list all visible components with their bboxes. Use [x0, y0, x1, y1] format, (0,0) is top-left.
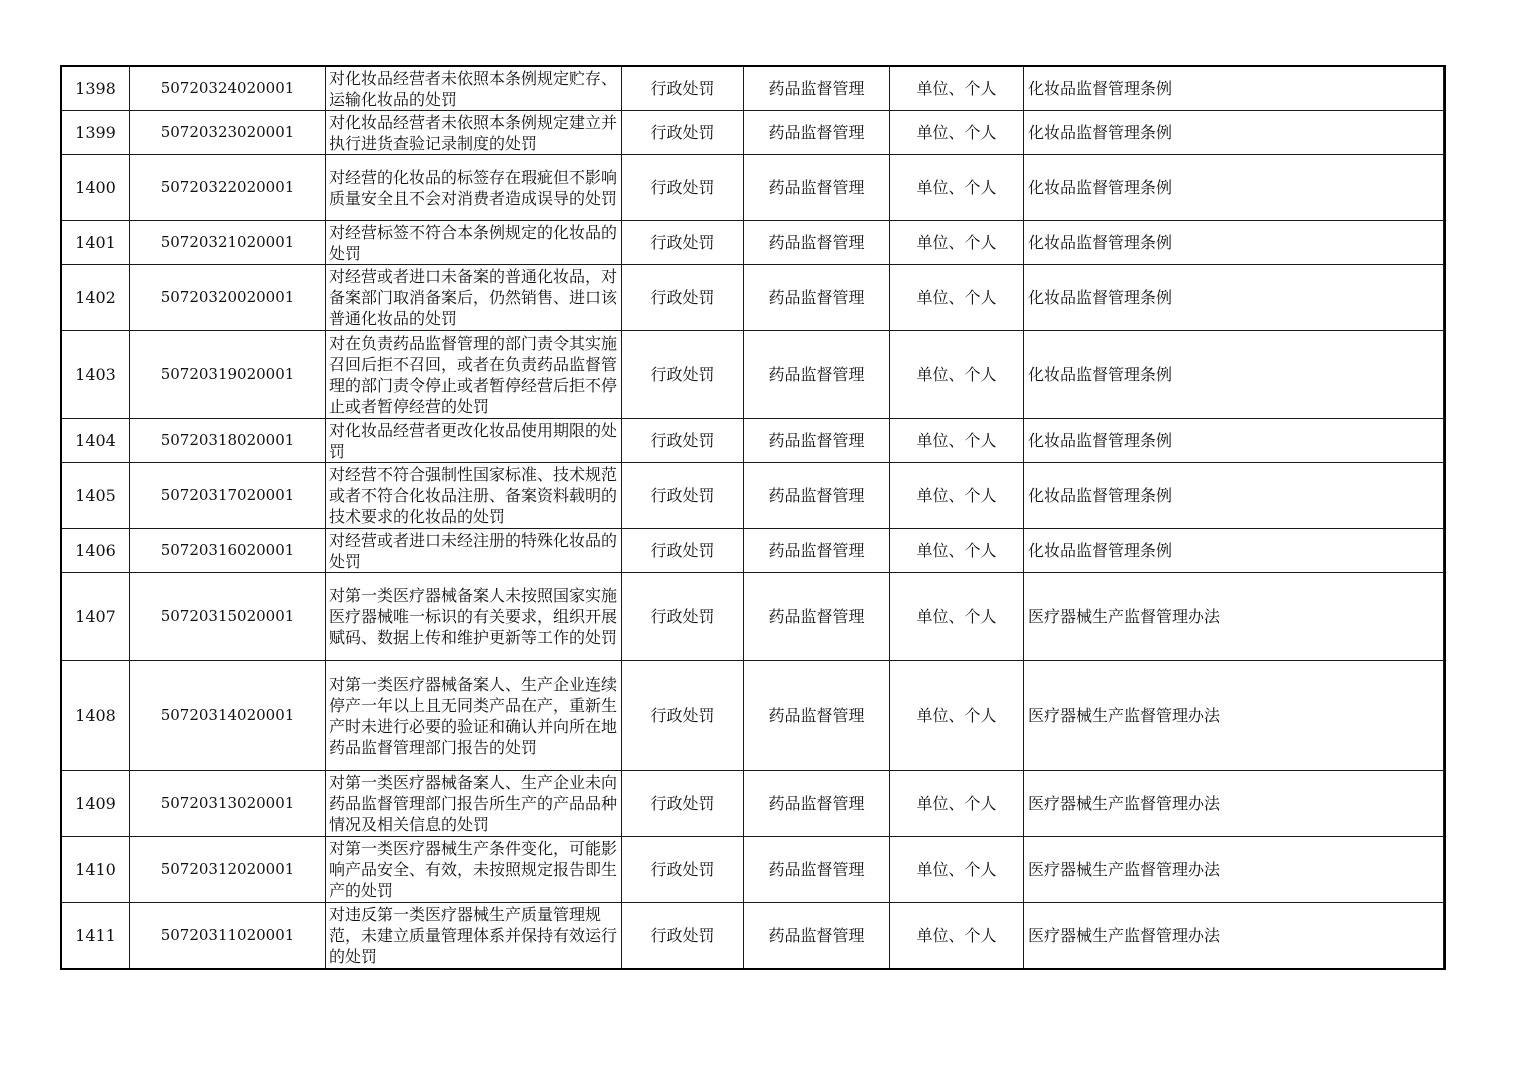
- item-name: 对第一类医疗器械备案人、生产企业连续停产一年以上且无同类产品在产，重新生产时未进行必要的验证和确认并向所在地药品监督管理部门报告的处罚: [326, 661, 622, 771]
- table-row: [62, 331, 1444, 419]
- item-code: 50720322020001: [130, 155, 326, 221]
- item-department: 药品监督管理: [744, 661, 890, 771]
- item-target: 单位、个人: [890, 903, 1024, 969]
- row-number: 1411: [62, 903, 130, 969]
- item-code: 50720312020001: [130, 837, 326, 903]
- item-type: 行政处罚: [622, 771, 744, 837]
- item-target: 单位、个人: [890, 155, 1024, 221]
- item-code: 50720315020001: [130, 573, 326, 661]
- item-department: 药品监督管理: [744, 419, 890, 463]
- item-target: 单位、个人: [890, 419, 1024, 463]
- item-name: 对经营不符合强制性国家标准、技术规范或者不符合化妆品注册、备案资料载明的技术要求的化妆品的处罚: [326, 463, 622, 529]
- table-row: [62, 837, 1444, 903]
- item-department: 药品监督管理: [744, 67, 890, 111]
- item-name: 对化妆品经营者未依照本条例规定贮存、运输化妆品的处罚: [326, 67, 622, 111]
- item-type: 行政处罚: [622, 837, 744, 903]
- table-row: [62, 67, 1444, 111]
- item-name: 对第一类医疗器械生产条件变化，可能影响产品安全、有效，未按照规定报告即生产的处罚: [326, 837, 622, 903]
- table-row: [62, 265, 1444, 331]
- table-row: [62, 155, 1444, 221]
- item-target: 单位、个人: [890, 529, 1024, 573]
- item-code: 50720311020001: [130, 903, 326, 969]
- item-type: 行政处罚: [622, 67, 744, 111]
- item-legal-basis: 医疗器械生产监督管理办法: [1024, 837, 1444, 903]
- row-number: 1403: [62, 331, 130, 419]
- row-number: 1399: [62, 111, 130, 155]
- item-type: 行政处罚: [622, 265, 744, 331]
- row-number: 1404: [62, 419, 130, 463]
- item-code: 50720314020001: [130, 661, 326, 771]
- table-row: [62, 573, 1444, 661]
- table-row: [62, 529, 1444, 573]
- item-type: 行政处罚: [622, 529, 744, 573]
- row-number: 1408: [62, 661, 130, 771]
- item-target: 单位、个人: [890, 837, 1024, 903]
- table-row: [62, 771, 1444, 837]
- penalty-items-table: [61, 66, 1444, 969]
- item-department: 药品监督管理: [744, 265, 890, 331]
- table-row: [62, 463, 1444, 529]
- item-legal-basis: 医疗器械生产监督管理办法: [1024, 573, 1444, 661]
- item-department: 药品监督管理: [744, 837, 890, 903]
- row-number: 1407: [62, 573, 130, 661]
- item-target: 单位、个人: [890, 771, 1024, 837]
- item-department: 药品监督管理: [744, 111, 890, 155]
- table-row: [62, 661, 1444, 771]
- item-code: 50720317020001: [130, 463, 326, 529]
- row-number: 1398: [62, 67, 130, 111]
- item-target: 单位、个人: [890, 661, 1024, 771]
- item-name: 对在负责药品监督管理的部门责令其实施召回后拒不召回，或者在负责药品监督管理的部门责令停止或者暂停经营后拒不停止或者暂停经营的处罚: [326, 331, 622, 419]
- item-name: 对第一类医疗器械备案人未按照国家实施医疗器械唯一标识的有关要求，组织开展赋码、数据上传和维护更新等工作的处罚: [326, 573, 622, 661]
- row-number: 1400: [62, 155, 130, 221]
- item-department: 药品监督管理: [744, 529, 890, 573]
- item-department: 药品监督管理: [744, 903, 890, 969]
- item-type: 行政处罚: [622, 573, 744, 661]
- item-type: 行政处罚: [622, 419, 744, 463]
- item-code: 50720316020001: [130, 529, 326, 573]
- row-number: 1410: [62, 837, 130, 903]
- row-number: 1401: [62, 221, 130, 265]
- item-type: 行政处罚: [622, 111, 744, 155]
- table-row: [62, 419, 1444, 463]
- row-number: 1409: [62, 771, 130, 837]
- item-legal-basis: 化妆品监督管理条例: [1024, 419, 1444, 463]
- item-legal-basis: 化妆品监督管理条例: [1024, 331, 1444, 419]
- item-target: 单位、个人: [890, 573, 1024, 661]
- table-row: [62, 111, 1444, 155]
- item-name: 对经营的化妆品的标签存在瑕疵但不影响质量安全且不会对消费者造成误导的处罚: [326, 155, 622, 221]
- item-type: 行政处罚: [622, 463, 744, 529]
- item-type: 行政处罚: [622, 903, 744, 969]
- item-code: 50720320020001: [130, 265, 326, 331]
- item-type: 行政处罚: [622, 661, 744, 771]
- item-name: 对第一类医疗器械备案人、生产企业未向药品监督管理部门报告所生产的产品品种情况及相关信息的处罚: [326, 771, 622, 837]
- item-department: 药品监督管理: [744, 463, 890, 529]
- table-row: [62, 221, 1444, 265]
- item-legal-basis: 化妆品监督管理条例: [1024, 221, 1444, 265]
- item-type: 行政处罚: [622, 331, 744, 419]
- item-legal-basis: 化妆品监督管理条例: [1024, 67, 1444, 111]
- item-name: 对经营标签不符合本条例规定的化妆品的处罚: [326, 221, 622, 265]
- item-legal-basis: 医疗器械生产监督管理办法: [1024, 903, 1444, 969]
- item-name: 对化妆品经营者更改化妆品使用期限的处罚: [326, 419, 622, 463]
- item-target: 单位、个人: [890, 265, 1024, 331]
- item-legal-basis: 化妆品监督管理条例: [1024, 463, 1444, 529]
- row-number: 1406: [62, 529, 130, 573]
- item-target: 单位、个人: [890, 221, 1024, 265]
- item-name: 对经营或者进口未备案的普通化妆品，对备案部门取消备案后，仍然销售、进口该普通化妆品的处罚: [326, 265, 622, 331]
- item-department: 药品监督管理: [744, 155, 890, 221]
- item-name: 对违反第一类医疗器械生产质量管理规范，未建立质量管理体系并保持有效运行的处罚: [326, 903, 622, 969]
- item-legal-basis: 化妆品监督管理条例: [1024, 155, 1444, 221]
- item-legal-basis: 化妆品监督管理条例: [1024, 111, 1444, 155]
- item-department: 药品监督管理: [744, 573, 890, 661]
- item-department: 药品监督管理: [744, 331, 890, 419]
- item-type: 行政处罚: [622, 155, 744, 221]
- item-code: 50720324020001: [130, 67, 326, 111]
- item-code: 50720321020001: [130, 221, 326, 265]
- item-department: 药品监督管理: [744, 771, 890, 837]
- item-target: 单位、个人: [890, 331, 1024, 419]
- row-number: 1402: [62, 265, 130, 331]
- item-target: 单位、个人: [890, 463, 1024, 529]
- item-name: 对经营或者进口未经注册的特殊化妆品的处罚: [326, 529, 622, 573]
- item-target: 单位、个人: [890, 67, 1024, 111]
- item-legal-basis: 化妆品监督管理条例: [1024, 529, 1444, 573]
- item-legal-basis: 化妆品监督管理条例: [1024, 265, 1444, 331]
- item-type: 行政处罚: [622, 221, 744, 265]
- row-number: 1405: [62, 463, 130, 529]
- item-code: 50720323020001: [130, 111, 326, 155]
- table-body: [62, 67, 1444, 969]
- item-code: 50720313020001: [130, 771, 326, 837]
- item-target: 单位、个人: [890, 111, 1024, 155]
- table-row: [62, 903, 1444, 969]
- item-code: 50720319020001: [130, 331, 326, 419]
- item-legal-basis: 医疗器械生产监督管理办法: [1024, 771, 1444, 837]
- item-legal-basis: 医疗器械生产监督管理办法: [1024, 661, 1444, 771]
- item-department: 药品监督管理: [744, 221, 890, 265]
- item-code: 50720318020001: [130, 419, 326, 463]
- item-name: 对化妆品经营者未依照本条例规定建立并执行进货查验记录制度的处罚: [326, 111, 622, 155]
